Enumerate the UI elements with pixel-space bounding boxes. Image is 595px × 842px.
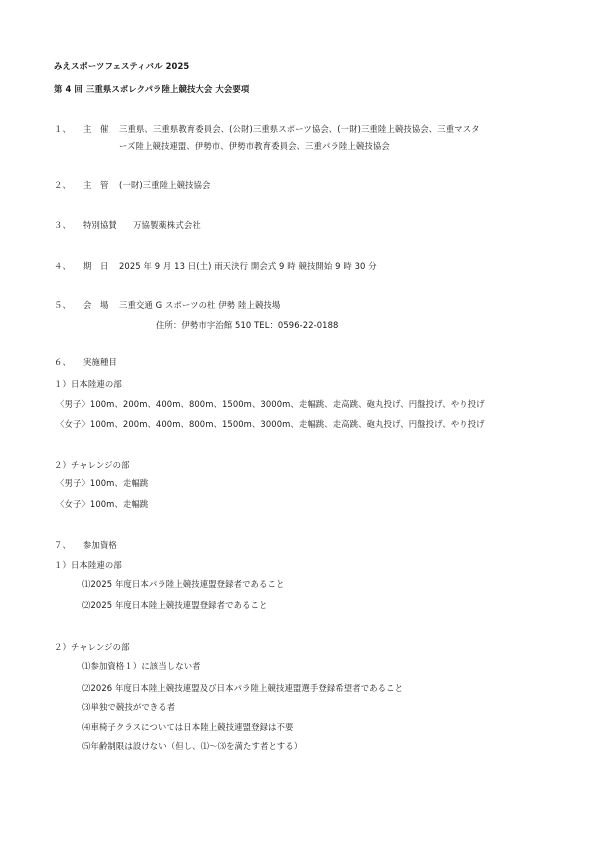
section-2-label: 主 管 bbox=[83, 180, 109, 190]
section-7-label: 参加資格 bbox=[83, 540, 117, 550]
section-7-sub1-item: ⑵2025 年度日本陸上競技連盟登録者であること bbox=[82, 600, 268, 610]
event-title: みえスポーツフェスティバル 2025 bbox=[54, 61, 190, 71]
section-7-sub1-title: １）日本陸連の部 bbox=[54, 560, 122, 570]
section-3-text: 万協製薬株式会社 bbox=[133, 220, 201, 230]
section-4-text: 2025 年 9 月 13 日(土) 雨天決行 開会式 9 時 競技開始 9 時 30 分 bbox=[119, 261, 377, 271]
section-3-number: ３、 bbox=[54, 220, 71, 230]
meet-title: 第 4 回 三重県スポレクパラ陸上競技大会 大会要項 bbox=[54, 84, 250, 94]
section-2-number: ２、 bbox=[54, 180, 71, 190]
section-2-text: (一財)三重陸上競技協会 bbox=[119, 180, 211, 190]
section-7-sub2-item: ⑷車椅子クラスについては日本陸上競技連盟登録は不要 bbox=[82, 722, 294, 732]
section-3-label: 特別協賛 bbox=[83, 220, 117, 230]
section-5-number: ５、 bbox=[54, 300, 71, 310]
section-6-sub1-men: 〈男子〉100m、200m、400m、800m、1500m、3000m、走幅跳、走高跳、砲丸投げ、円盤投げ、やり投げ bbox=[56, 399, 485, 409]
section-7-sub2-item: ⑴参加資格１）に該当しない者 bbox=[82, 661, 201, 671]
section-5-venue: 三重交通 G スポーツの杜 伊勢 陸上競技場 bbox=[119, 300, 281, 310]
section-7-sub2-item: ⑶単独で競技ができる者 bbox=[82, 702, 176, 712]
section-7-number: ７、 bbox=[54, 540, 71, 550]
section-7-sub2-item: ⑵2026 年度日本陸上競技連盟及び日本パラ陸上競技連盟選手登録希望者であること bbox=[82, 683, 404, 693]
section-6-sub2-men: 〈男子〉100m、走幅跳 bbox=[56, 478, 149, 488]
section-6-sub2-title: ２）チャレンジの部 bbox=[54, 460, 130, 470]
section-6-sub1-women: 〈女子〉100m、200m、400m、800m、1500m、3000m、走幅跳、走高跳、砲丸投げ、円盤投げ、やり投げ bbox=[56, 419, 485, 429]
section-6-label: 実施種目 bbox=[83, 357, 117, 367]
section-7-sub1-item: ⑴2025 年度日本パラ陸上競技連盟登録者であること bbox=[82, 579, 285, 589]
section-1-label: 主 催 bbox=[83, 124, 109, 134]
section-6-sub1-title: １）日本陸連の部 bbox=[54, 379, 122, 389]
section-7-sub2-item: ⑸年齢制限は設けない（但し、⑴〜⑶を満たす者とする） bbox=[82, 741, 303, 751]
section-6-sub2-women: 〈女子〉100m、走幅跳 bbox=[56, 499, 149, 509]
section-1-number: １、 bbox=[54, 124, 71, 134]
section-1-text-line2: ーズ陸上競技連盟、伊勢市、伊勢市教育委員会、三重パラ陸上競技協会 bbox=[119, 141, 390, 151]
section-7-sub2-title: ２）チャレンジの部 bbox=[54, 642, 130, 652]
section-4-label: 期 日 bbox=[83, 261, 109, 271]
section-1-text-line1: 三重県、三重県教育委員会、(公財)三重県スポーツ協会、(一財)三重陸上競技協会、三重マスタ bbox=[119, 124, 480, 134]
section-6-number: ６、 bbox=[54, 357, 71, 367]
section-5-address: 住所：伊勢市宇治館 510 TEL：0596-22-0188 bbox=[156, 320, 339, 330]
section-5-label: 会 場 bbox=[83, 300, 109, 310]
section-4-number: ４、 bbox=[54, 261, 71, 271]
